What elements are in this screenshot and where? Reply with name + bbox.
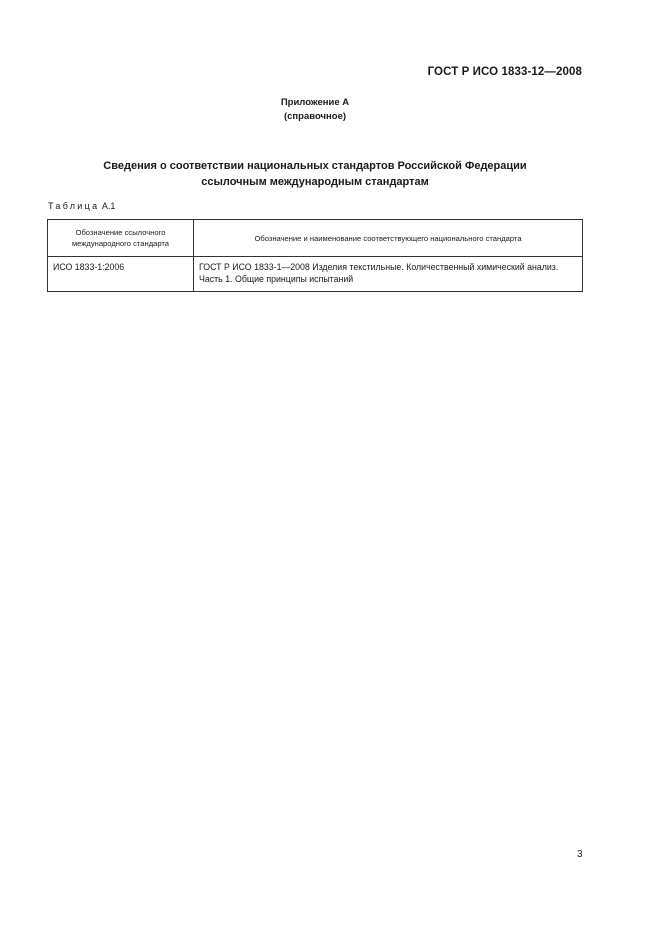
cell-national-standard: ГОСТ Р ИСО 1833-1—2008 Изделия текстильные. Количественный химический анализ. Часть 1. Общие принципы испытаний	[194, 257, 583, 292]
annex-label: Приложение А	[280, 97, 350, 108]
table-row	[48, 257, 583, 292]
table-caption-word: Таблица	[48, 201, 100, 211]
cell-reference-standard: ИСО 1833-1:2006	[48, 257, 194, 292]
annex-title-line-2: ссылочным международным стандартам	[201, 176, 429, 188]
column-header-reference-standard: Обозначение ссылочного международного стандарта	[48, 220, 194, 257]
annex-title-line-1: Сведения о соответствии национальных стандартов Российской Федерации	[103, 160, 527, 172]
table-caption	[48, 201, 115, 211]
annex-title	[0, 158, 630, 190]
table-caption-number: А.1	[101, 201, 116, 211]
column-header-national-standard: Обозначение и наименование соответствующего национального стандарта	[194, 220, 583, 257]
page-number: 3	[577, 849, 583, 860]
table-header-row	[48, 220, 583, 257]
reference-standards-table	[47, 219, 583, 292]
annex-type: (справочное)	[283, 111, 347, 122]
document-code: ГОСТ Р ИСО 1833-12—2008	[427, 66, 582, 78]
annex-heading	[0, 96, 630, 124]
